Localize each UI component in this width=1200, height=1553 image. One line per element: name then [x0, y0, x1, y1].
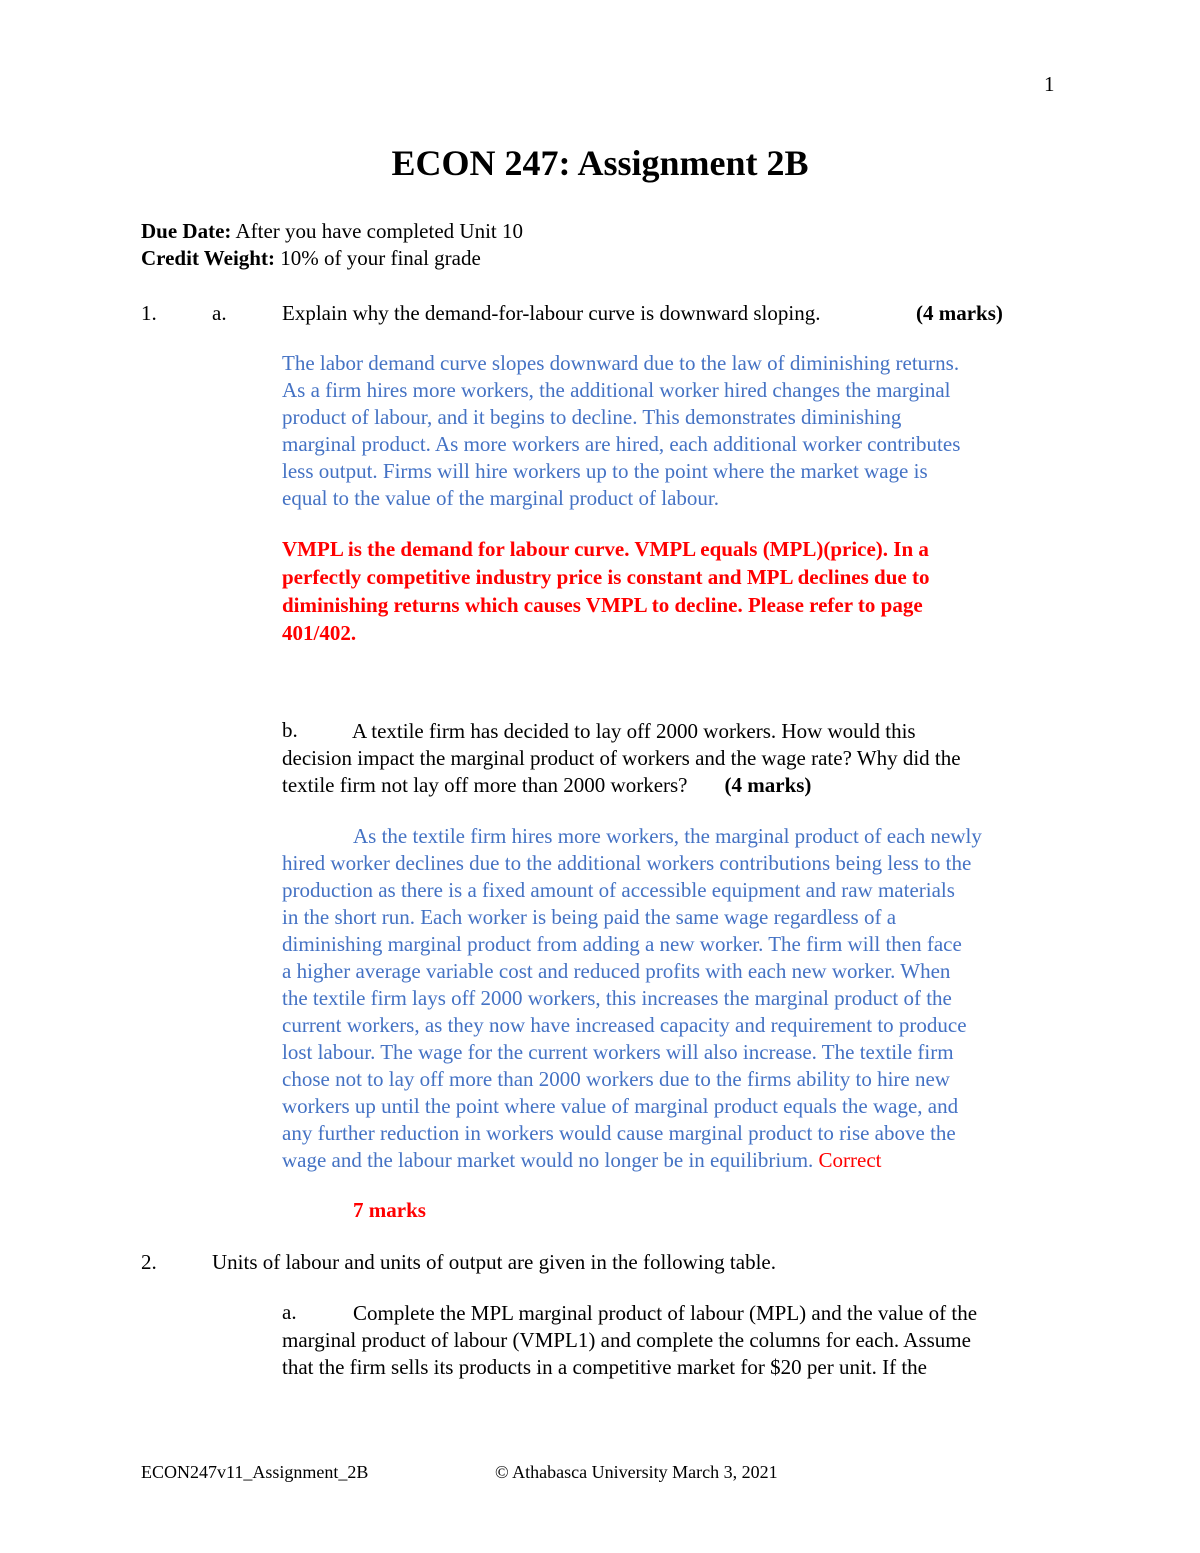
correct-note: Correct [818, 1148, 882, 1172]
answer-line: marginal product. As more workers are hired, each additional worker contributes [282, 432, 961, 456]
answer-line: workers up until the point where value of marginal product equals the wage, and [282, 1094, 959, 1118]
question-1a-feedback [282, 535, 929, 647]
credit-weight-line [141, 246, 481, 271]
question-2-number: 2. [141, 1250, 157, 1274]
answer-line-with-correct [282, 1147, 1082, 1174]
question-2a-line: that the firm sells its products in a competitive market for $20 per unit. If the [282, 1355, 928, 1379]
question-1b-letter: b. [282, 718, 298, 742]
feedback-line: diminishing returns which causes VMPL to decline. Please refer to page [282, 593, 923, 617]
question-1a-answer [282, 350, 1082, 512]
question-1b-answer [282, 823, 1082, 1174]
answer-line: less output. Firms will hire workers up to the point where the market wage is [282, 459, 928, 483]
answer-line: lost labour. The wage for the current workers will also increase. The textile firm [282, 1040, 954, 1064]
footer-copyright: © Athabasca University March 3, 2021 [495, 1462, 778, 1482]
question-1b-line-with-marks [282, 772, 961, 799]
question-2-text: Units of labour and units of output are given in the following table. [212, 1250, 776, 1274]
question-1b-marks: (4 marks) [724, 773, 812, 797]
due-date-line [141, 219, 523, 244]
answer-line: chose not to lay off more than 2000 workers due to the firms ability to hire new [282, 1067, 950, 1091]
answer-line: wage and the labour market would no longer be in equilibrium. [282, 1148, 814, 1172]
page-number: 1 [1044, 72, 1055, 96]
question-1b-line: A textile firm has decided to lay off 2000 workers. How would this [352, 719, 916, 743]
due-date-value: After you have completed Unit 10 [235, 219, 523, 243]
question-1a-prompt: Explain why the demand-for-labour curve is downward sloping. [282, 301, 821, 325]
credit-weight-value: 10% of your final grade [280, 246, 481, 270]
answer-line: The labor demand curve slopes downward due to the law of diminishing returns. [282, 351, 960, 375]
answer-line: diminishing marginal product from adding a new worker. The firm will then face [282, 932, 962, 956]
question-1-number: 1. [141, 301, 157, 325]
answer-line: current workers, as they now have increased capacity and requirement to produce [282, 1013, 967, 1037]
answer-line: the textile firm lays off 2000 workers, this increases the marginal product of the [282, 986, 952, 1010]
answer-line: As the textile firm hires more workers, the marginal product of each newly [353, 824, 982, 848]
feedback-line: VMPL is the demand for labour curve. VMPL equals (MPL)(price). In a [282, 537, 929, 561]
question-2a-text [282, 1300, 977, 1381]
answer-line: a higher average variable cost and reduced profits with each new worker. When [282, 959, 951, 983]
feedback-line: perfectly competitive industry price is constant and MPL declines due to [282, 565, 930, 589]
answer-line: production as there is a fixed amount of accessible equipment and raw materials [282, 878, 955, 902]
answer-line: product of labour, and it begins to decline. This demonstrates diminishing [282, 405, 902, 429]
due-date-label: Due Date: [141, 219, 232, 243]
question-1b-text [282, 718, 961, 799]
question-1a-letter: a. [212, 301, 227, 325]
answer-line: As a firm hires more workers, the additional worker hired changes the marginal [282, 378, 951, 402]
answer-line: hired worker declines due to the additional workers contributions being less to the [282, 851, 972, 875]
document-title: ECON 247: Assignment 2B [391, 143, 809, 183]
question-1a-text [282, 301, 820, 326]
question-2a-line: Complete the MPL marginal product of labour (MPL) and the value of the [353, 1301, 978, 1325]
credit-weight-label: Credit Weight: [141, 246, 275, 270]
answer-line: equal to the value of the marginal product of labour. [282, 486, 719, 510]
answer-line: any further reduction in workers would cause marginal product to rise above the [282, 1121, 956, 1145]
footer-filename: ECON247v11_Assignment_2B [141, 1462, 369, 1482]
question-2a-letter: a. [282, 1300, 297, 1324]
question-1b-line: textile firm not lay off more than 2000 workers? [282, 773, 688, 797]
question-1a-marks: (4 marks) [916, 301, 1003, 325]
question-1b-line: decision impact the marginal product of workers and the wage rate? Why did the [282, 746, 961, 770]
question-1-score: 7 marks [353, 1198, 426, 1222]
feedback-line: 401/402. [282, 621, 357, 645]
question-2a-line: marginal product of labour (VMPL1) and complete the columns for each. Assume [282, 1328, 971, 1352]
answer-line: in the short run. Each worker is being paid the same wage regardless of a [282, 905, 897, 929]
